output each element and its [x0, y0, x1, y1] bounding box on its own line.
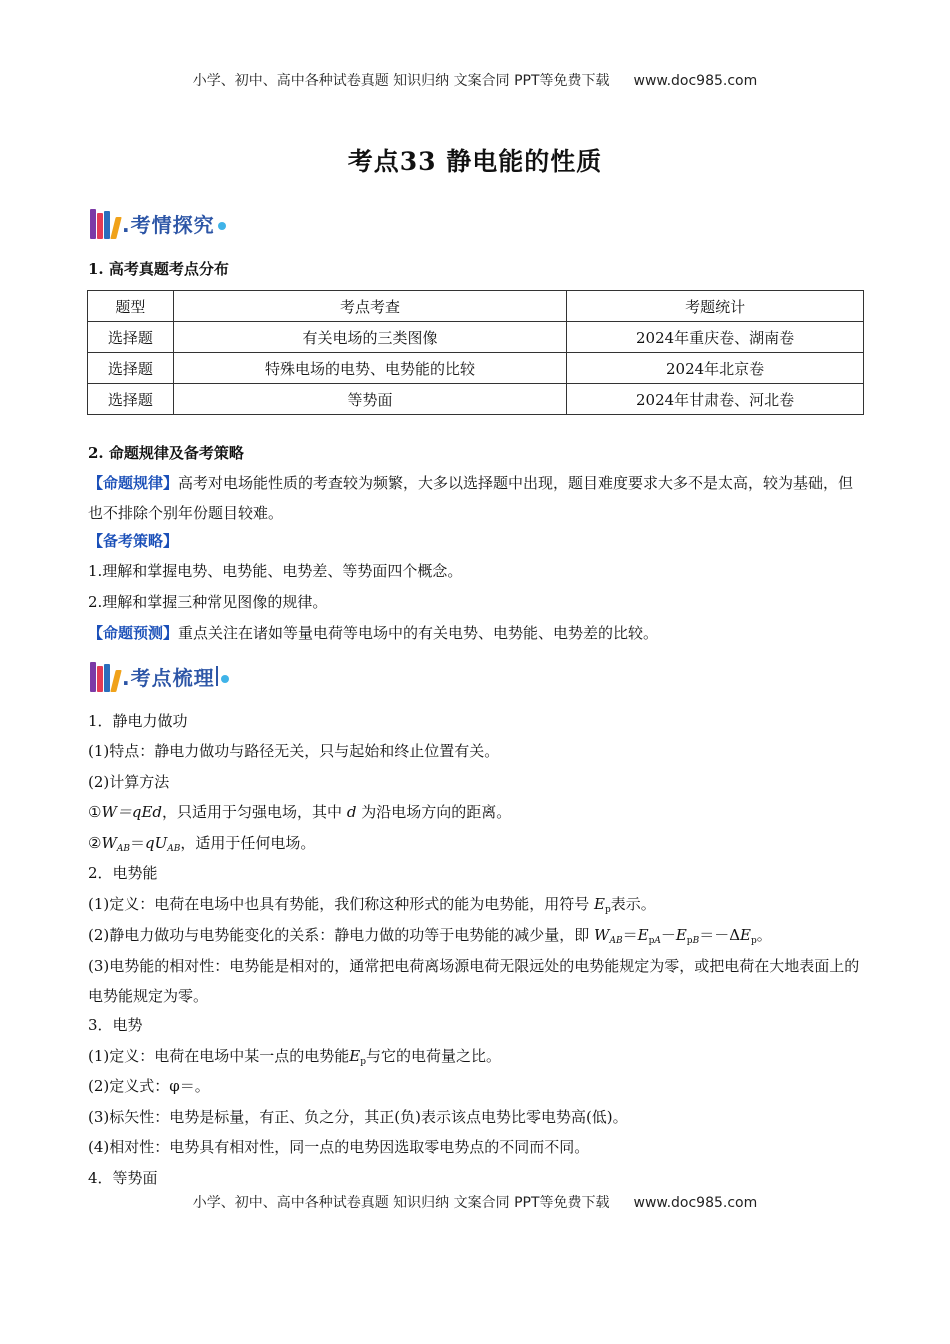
- table-row: [88, 353, 864, 384]
- rule-paragraph: [88, 468, 864, 528]
- table-cell: 2024年北京卷: [567, 353, 864, 384]
- rule-tag: 【命题规律】: [88, 474, 179, 492]
- dot-icon: [221, 675, 229, 683]
- books-icon: [90, 660, 120, 692]
- content-line: (1)定义：电荷在电场中也具有势能，我们称这种形式的能为电势能，用符号 $E_p$表示。: [88, 895, 656, 915]
- table-cell: 特殊电场的电势、电势能的比较: [173, 353, 566, 384]
- header-text: 小学、初中、高中各种试卷真题 知识归纳 文案合同 PPT等免费下载: [192, 73, 610, 89]
- content-line: $②W_{AB}=qU_{AB}$，适用于任何电场。: [88, 834, 316, 854]
- table-header: 考点考查: [173, 291, 566, 322]
- table-header-row: [88, 291, 864, 322]
- content-line: (1)定义：电荷在电场中某一点的电势能$E_p$与它的电荷量之比。: [88, 1047, 501, 1067]
- section-heading: 1. 高考真题考点分布: [88, 260, 229, 278]
- table-row: [88, 322, 864, 353]
- table-cell: 有关电场的三类图像: [173, 322, 566, 353]
- footer-text: 小学、初中、高中各种试卷真题 知识归纳 文案合同 PPT等免费下载: [192, 1195, 610, 1211]
- page-header: [0, 70, 950, 90]
- footer-url[interactable]: www.doc985.com: [633, 1195, 758, 1211]
- strategy-tag: 【备考策略】: [88, 532, 179, 550]
- formula-w-qed: W＝qEd: [101, 803, 163, 821]
- content-line: ①W＝qEd，只适用于匀强电场，其中 d 为沿电场方向的距离。: [88, 803, 512, 821]
- table-cell: 等势面: [173, 384, 566, 415]
- content-line: (4)相对性：电势具有相对性，同一点的电势因选取零电势点的不同而不同。: [88, 1138, 590, 1156]
- section-heading: 2. 命题规律及备考策略: [88, 444, 244, 462]
- content-heading: 1．静电力做功: [88, 712, 188, 730]
- books-icon: [90, 207, 120, 239]
- predict-paragraph: [88, 618, 864, 648]
- banner-exam-analysis: [90, 205, 226, 241]
- content-line: (1)特点：静电力做功与路径无关，只与起始和终止位置有关。: [88, 742, 500, 760]
- header-url[interactable]: www.doc985.com: [633, 73, 758, 89]
- table-header: 考题统计: [567, 291, 864, 322]
- text-cursor: [216, 666, 218, 686]
- table-cell: 2024年重庆卷、湖南卷: [567, 322, 864, 353]
- table-header: 题型: [88, 291, 174, 322]
- banner-title: .考点梳理: [122, 665, 215, 690]
- content-line: (2)计算方法: [88, 773, 170, 791]
- exam-distribution-table: [87, 290, 864, 415]
- dot-icon: [218, 222, 226, 230]
- content-heading: 3．电势: [88, 1016, 143, 1034]
- content-heading: 2．电势能: [88, 864, 158, 882]
- banner-key-points: [90, 658, 229, 694]
- content-line: (3)标矢性：电势是标量，有正、负之分，其正(负)表示该点电势比零电势高(低)。: [88, 1108, 628, 1126]
- rule-text: 高考对电场能性质的考查较为频繁，大多以选择题中出现，题目难度要求大多不是太高，较为基础，但也不排除个别年份题目较难。: [88, 474, 854, 522]
- page-footer: [0, 1192, 950, 1212]
- table-cell: 选择题: [88, 384, 174, 415]
- table-cell: 选择题: [88, 322, 174, 353]
- banner-title: .考情探究: [122, 212, 215, 237]
- content-line: (2)定义式：φ＝。: [88, 1077, 210, 1095]
- predict-tag: 【命题预测】: [88, 624, 179, 642]
- strategy-tag-line: [88, 526, 864, 556]
- strategy-item: 1.理解和掌握电势、电势能、电势差、等势面四个概念。: [88, 562, 463, 580]
- predict-text: 重点关注在诸如等量电荷等电场中的有关电势、电势能、电势差的比较。: [178, 624, 659, 642]
- strategy-item: 2.理解和掌握三种常见图像的规律。: [88, 593, 328, 611]
- table-cell: 选择题: [88, 353, 174, 384]
- table-row: [88, 384, 864, 415]
- content-heading: 4．等势面: [88, 1169, 158, 1187]
- content-line: (2)静电力做功与电势能变化的关系：静电力做的功等于电势能的减少量，即 $W_{AB}=E_{pA}-E_{pB}=-\Delta E_p$。: [88, 926, 772, 946]
- page-title: 考点33 静电能的性质: [347, 147, 603, 176]
- table-cell: 2024年甘肃卷、河北卷: [567, 384, 864, 415]
- content-line: (3)电势能的相对性：电势能是相对的，通常把电荷离场源电荷无限远处的电势能规定为零，或把电荷在大地表面上的电势能规定为零。: [88, 957, 860, 1005]
